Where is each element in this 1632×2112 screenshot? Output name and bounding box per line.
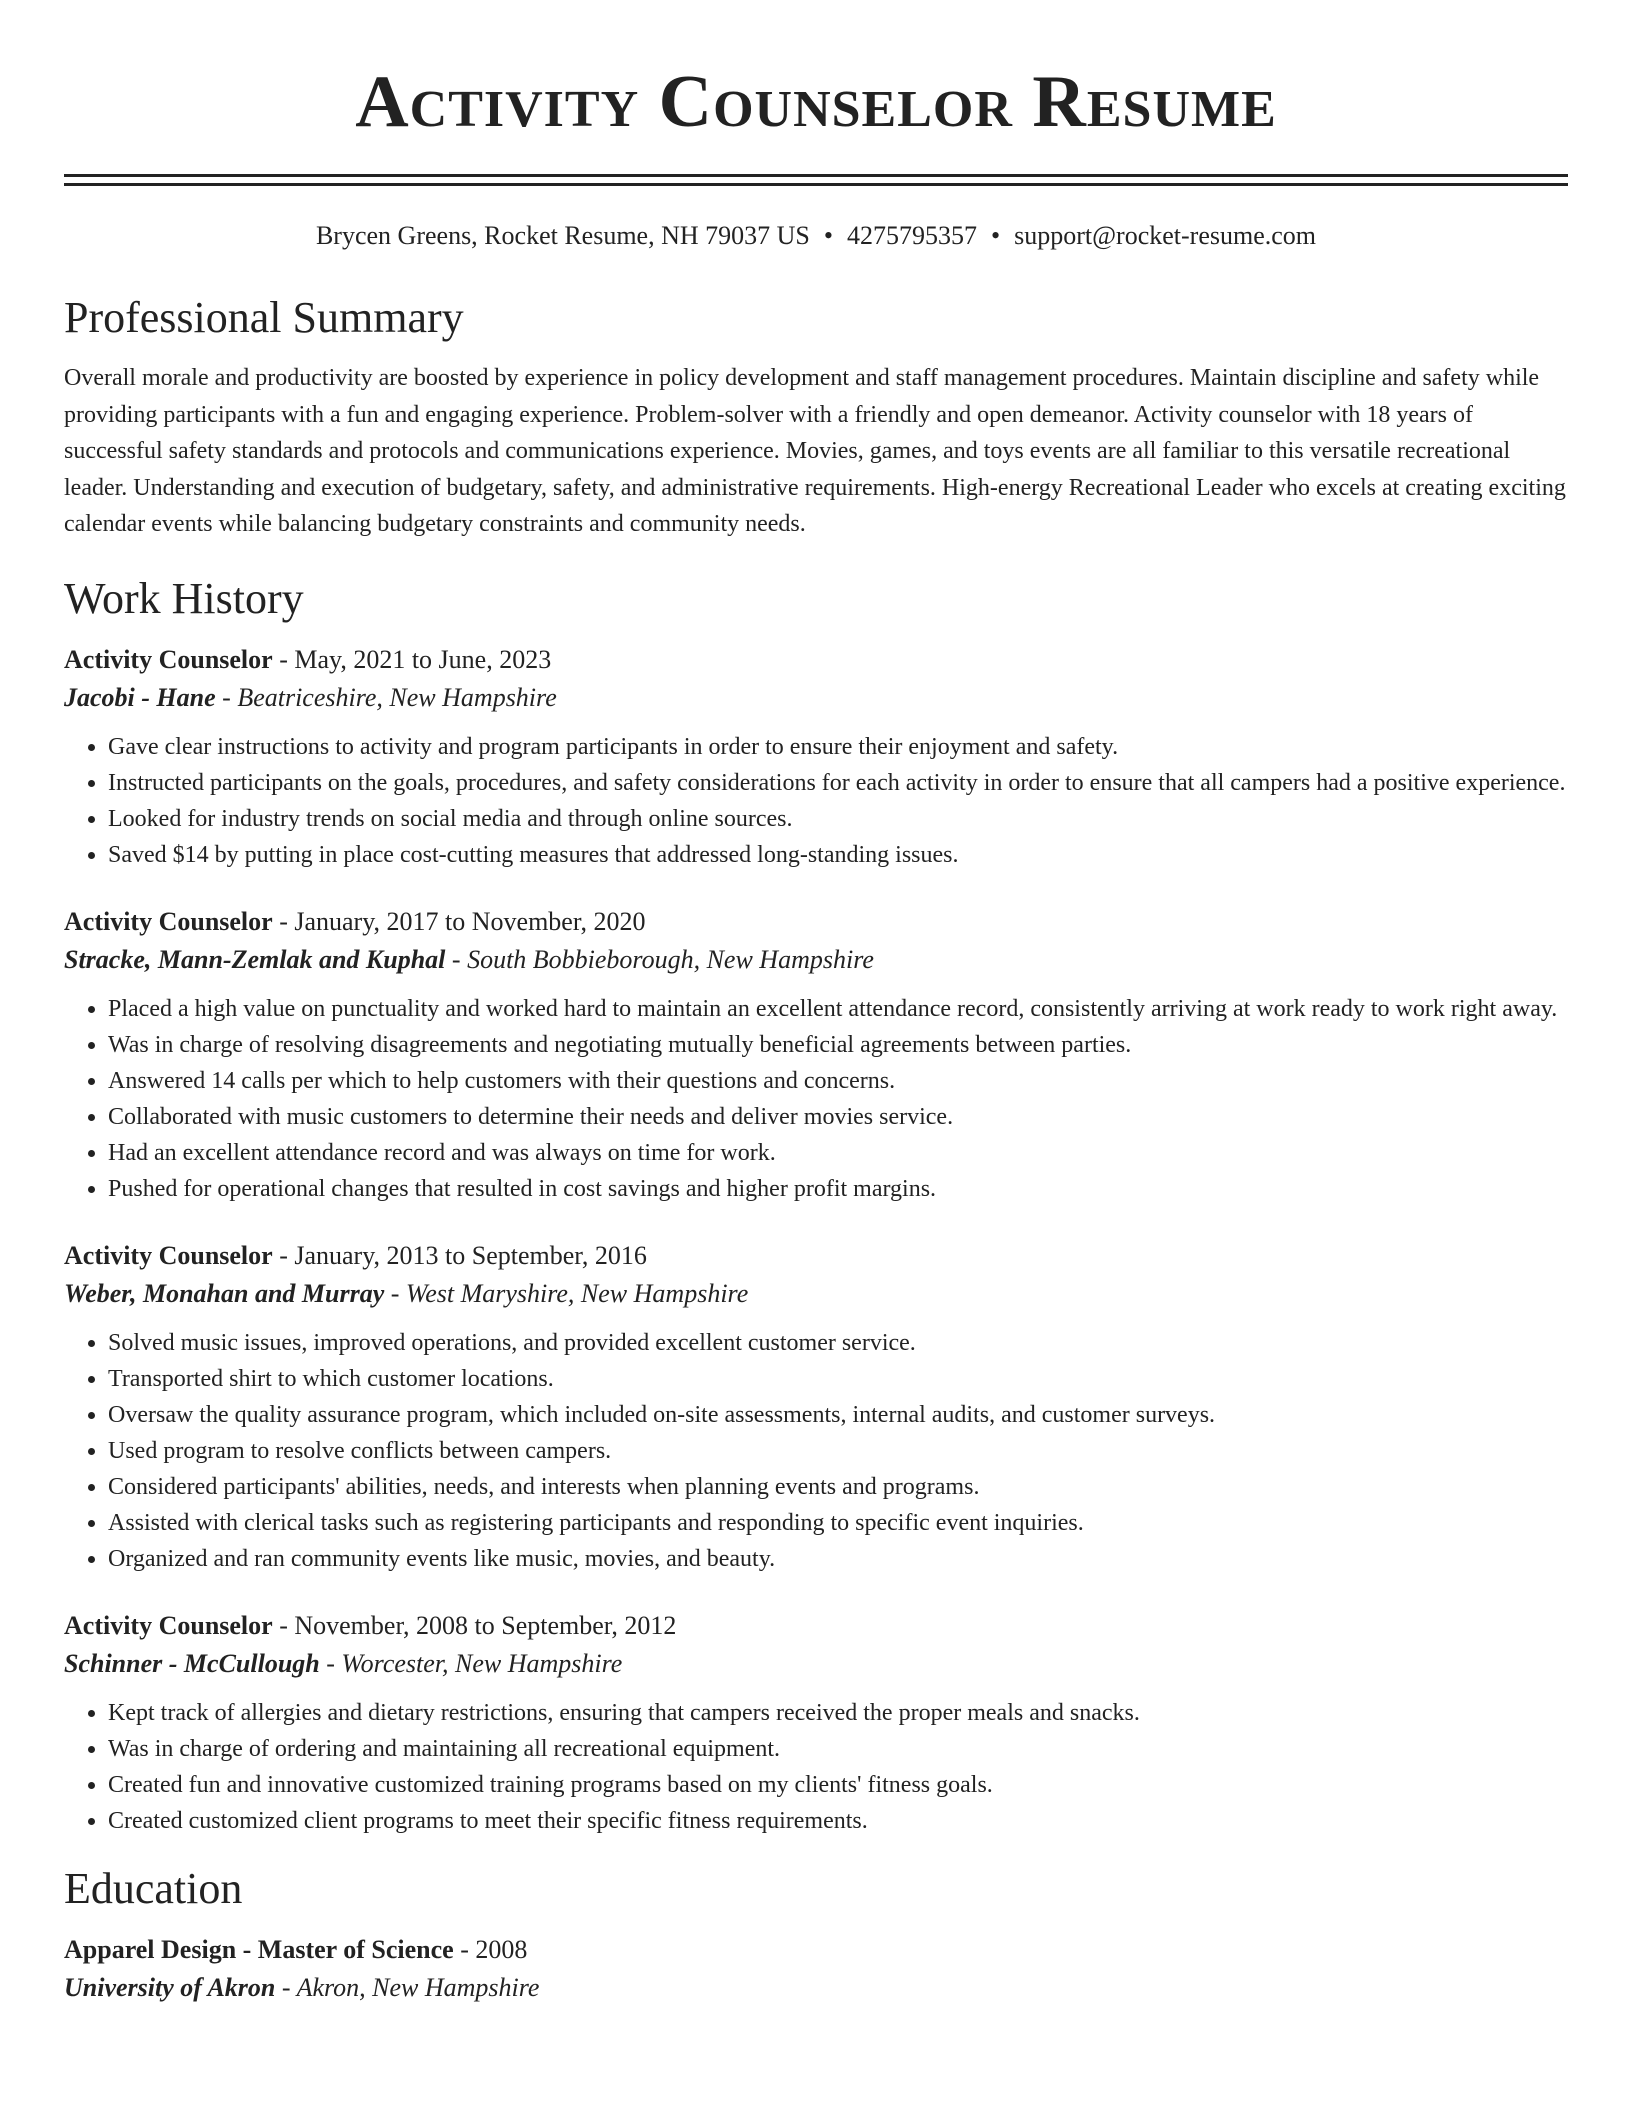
job-header [64,1237,1568,1275]
education-school: University of Akron [64,1972,276,2002]
job-location: - West Maryshire, New Hampshire [390,1278,749,1308]
contact-email: support@rocket-resume.com [1014,221,1317,250]
list-item: • Organized and ran community events like music, movies, and beauty. [108,1541,1568,1577]
job-company: Schinner - McCullough [64,1648,320,1678]
list-item: • Used program to resolve conflicts between campers. [108,1433,1568,1469]
job-title: Activity Counselor [64,1240,273,1270]
summary-text: Overall morale and productivity are boosted by experience in policy development and staff management procedures. Maintain discipline and safety while providing participants with a fun and engaging experience. Problem-solver with a friendly and open demeanor. Activity counselor with 18 years of successful safety standards and protocols and communications experience. Movies, games, and toys events are all familiar to this versatile recreational leader. Understanding and execution of budgetary, safety, and administrative requirements. High-energy Recreational Leader who excels at creating exciting calendar events while balancing budgetary constraints and community needs. [64,365,1566,537]
job-duties-list [64,991,1568,1207]
job-header [64,1607,1568,1645]
job-title: Activity Counselor [64,644,273,674]
title-divider [64,174,1568,186]
list-item: • Answered 14 calls per which to help customers with their questions and concerns. [108,1063,1568,1099]
list-item: • Oversaw the quality assurance program, which included on-site assessments, internal audits, and customer surveys. [108,1397,1568,1433]
job-dates: - January, 2017 to November, 2020 [279,906,646,936]
summary-heading: Professional Summary [64,293,464,342]
contact-line [64,220,1568,252]
education-location: - Akron, New Hampshire [281,1972,540,2002]
job-header [64,903,1568,941]
list-item: • Was in charge of ordering and maintaining all recreational equipment. [108,1731,1568,1767]
education-heading: Education [64,1863,243,1913]
education-header [64,1931,1568,1969]
job-company-line [64,1645,1568,1683]
education-degree: Apparel Design - Master of Science [64,1934,454,1964]
list-item: • Saved $14 by putting in place cost-cutting measures that addressed long-standing issues. [108,837,1568,873]
list-item: • Had an excellent attendance record and was always on time for work. [108,1135,1568,1171]
contact-separator: • [991,221,1001,250]
job-dates: - May, 2021 to June, 2023 [279,644,552,674]
job-location: - Beatriceshire, New Hampshire [222,682,557,712]
job-entry [64,903,1568,1207]
job-header [64,641,1568,679]
job-duties-list [64,729,1568,873]
job-company: Stracke, Mann-Zemlak and Kuphal [64,944,446,974]
job-title: Activity Counselor [64,906,273,936]
list-item: • Gave clear instructions to activity and program participants in order to ensure their enjoyment and safety. [108,729,1568,765]
list-item: • Assisted with clerical tasks such as registering participants and responding to specific event inquiries. [108,1505,1568,1541]
job-duties-list [64,1695,1568,1839]
list-item: • Looked for industry trends on social media and through online sources. [108,801,1568,837]
work-history-heading: Work History [64,573,304,623]
list-item: • Placed a high value on punctuality and worked hard to maintain an excellent attendance record, consistently arriving at work ready to work right away. [108,991,1568,1027]
job-entry [64,1607,1568,1839]
job-entry [64,1237,1568,1577]
job-company-line [64,1275,1568,1313]
job-location: - Worcester, New Hampshire [326,1648,623,1678]
education-school-line [64,1969,1568,2007]
page-title: Activity Counselor Resume [355,61,1277,143]
contact-separator: • [823,221,833,250]
list-item: • Considered participants' abilities, needs, and interests when planning events and programs. [108,1469,1568,1505]
list-item: • Solved music issues, improved operations, and provided excellent customer service. [108,1325,1568,1361]
job-company-line [64,941,1568,979]
list-item: • Pushed for operational changes that resulted in cost savings and higher profit margins. [108,1171,1568,1207]
education-section [64,1861,1568,2007]
job-dates: - November, 2008 to September, 2012 [279,1610,677,1640]
list-item: • Was in charge of resolving disagreements and negotiating mutually beneficial agreements between parties. [108,1027,1568,1063]
summary-section [64,290,1568,543]
job-company: Jacobi - Hane [64,682,216,712]
work-history-section [64,571,1568,1839]
list-item: • Instructed participants on the goals, procedures, and safety considerations for each activity in order to ensure that all campers had a positive experience. [108,765,1568,801]
education-entry [64,1931,1568,2007]
job-company: Weber, Monahan and Murray [64,1278,385,1308]
job-location: - South Bobbieborough, New Hampshire [451,944,874,974]
list-item: • Created customized client programs to meet their specific fitness requirements. [108,1803,1568,1839]
job-company-line [64,679,1568,717]
job-entry [64,641,1568,873]
list-item: • Created fun and innovative customized training programs based on my clients' fitness goals. [108,1767,1568,1803]
contact-address: Brycen Greens, Rocket Resume, NH 79037 US [315,221,810,250]
job-title: Activity Counselor [64,1610,273,1640]
list-item: • Kept track of allergies and dietary restrictions, ensuring that campers received the proper meals and snacks. [108,1695,1568,1731]
list-item: • Transported shirt to which customer locations. [108,1361,1568,1397]
job-duties-list [64,1325,1568,1577]
education-year: - 2008 [460,1934,528,1964]
list-item: • Collaborated with music customers to determine their needs and deliver movies service. [108,1099,1568,1135]
job-dates: - January, 2013 to September, 2016 [279,1240,647,1270]
contact-phone: 4275795357 [847,221,977,250]
